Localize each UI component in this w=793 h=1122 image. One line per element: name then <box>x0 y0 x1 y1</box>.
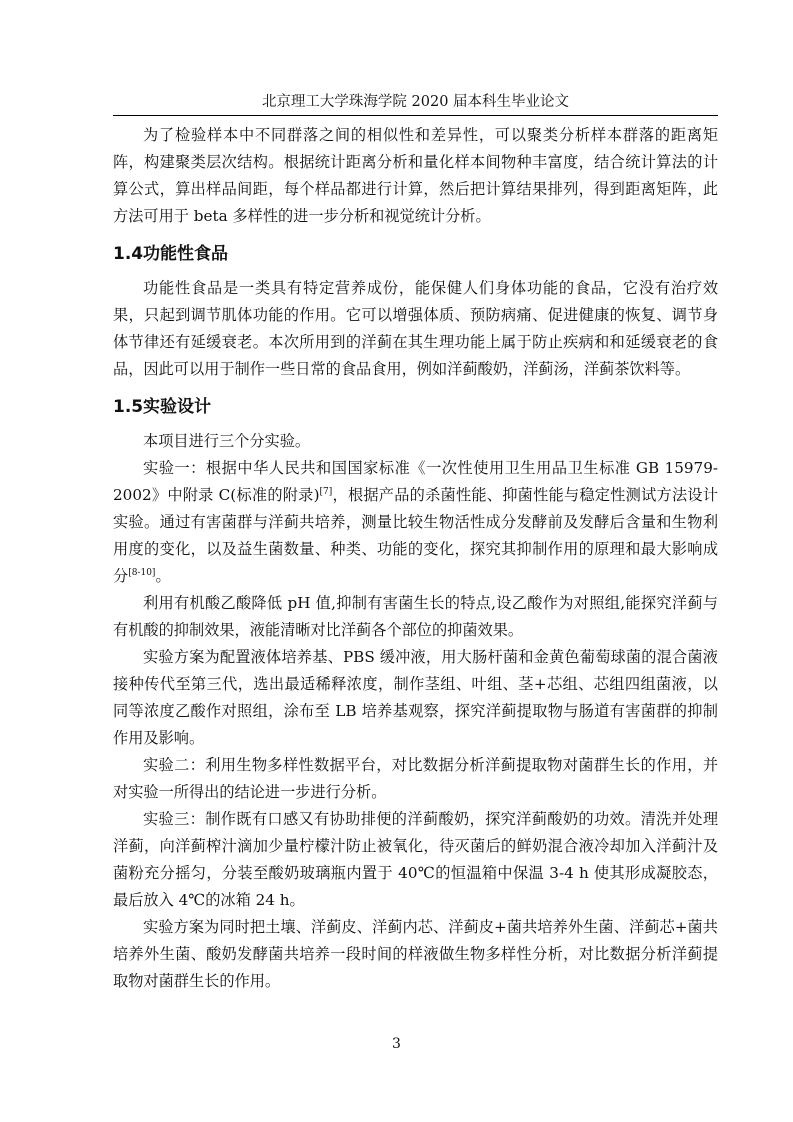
paragraph-text: 实验一：根据中华人民共和国国家标准《一次性使用卫生用品卫生标准 GB 15979-2002》中附录 C(标准的附录) <box>113 459 718 504</box>
paragraph-experiment-three: 实验三：制作既有口感又有协助排便的洋蓟酸奶，探究洋蓟酸奶的功效。清洗并处理洋蓟，向洋蓟榨汁滴加少量柠檬汁防止被氧化，待灭菌后的鲜奶混合液冷却加入洋蓟汁及菌粉充分摇匀，分装至酸奶玻璃瓶内置于 40℃的恒温箱中保温 3-4 h 使其形成凝胶态，最后放入 4℃的冰箱 24 h。 <box>113 810 718 909</box>
paragraph-experiment-two: 实验二：利用生物多样性数据平台，对比数据分析洋蓟提取物对菌群生长的作用，并对实验一所得出的结论进一步进行分析。 <box>113 756 718 801</box>
paragraph-acetic-acid: 利用有机酸乙酸降低 pH 值,抑制有害菌生长的特点,设乙酸作为对照组,能探究洋蓟与有机酸的抑制效果，液能清晰对比洋蓟各个部位的抑菌效果。 <box>113 594 718 639</box>
paragraph-text: ，根据产品的杀菌性能、抑菌性能与稳定性测试方法设计实验。通过有害菌群与洋蓟共培养，测量比较生物活性成分发酵前及发酵后含量和生物利用度的变化，以及益生菌数量、种类、功能的变化，探究其抑制作用的原理和最大影响成分 <box>113 486 718 585</box>
running-header: 北京理工大学珠海学院 2020 届本科生毕业论文 <box>261 94 570 110</box>
header-divider <box>113 115 718 116</box>
paragraph-experiment-one-plan: 实验方案为配置液体培养基、PBS 缓冲液，用大肠杆菌和金黄色葡萄球菌的混合菌液接种传代至第三代，选出最适稀释浓度，制作茎组、叶组、茎+芯组、芯组四组菌液，以同等浓度乙酸作对照组，涂布至 LB 培养基观察，探究洋蓟提取物与肠道有害菌群的抑制作用及影响。 <box>113 648 718 747</box>
paragraph-intro: 本项目进行三个分实验。 <box>143 432 311 450</box>
paragraph-experiment-one <box>113 455 718 590</box>
paragraph-cluster-analysis: 为了检验样本中不同群落之间的相似性和差异性，可以聚类分析样本群落的距离矩阵，构建聚类层次结构。根据统计距离分析和量化样本间物种丰富度，结合统计算法的计算公式，算出样品间距，每个样品都进行计算，然后把计算结果排列，得到距离矩阵，此方法可用于 beta 多样性的进一步分析和视觉统计分析。 <box>113 126 718 225</box>
paragraph-functional-food: 功能性食品是一类具有特定营养成份，能保健人们身体功能的食品，它没有治疗效果，只起到调节肌体功能的作用。它可以增强体质、预防病痛、促进健康的恢复、调节身体节律还有延缓衰老。本次所用到的洋蓟在其生理功能上属于防止疾病和和延缓衰老的食品，因此可以用于制作一些日常的食品食用，例如洋蓟酸奶，洋蓟汤，洋蓟茶饮料等。 <box>113 279 718 378</box>
section-heading-1-5 <box>113 396 718 418</box>
paragraph-experiment-three-plan: 实验方案为同时把土壤、洋蓟皮、洋蓟内芯、洋蓟皮+菌共培养外生菌、洋蓟芯+菌共培养外生菌、酸奶发酵菌共培养一段时间的样液做生物多样性分析，对比数据分析洋蓟提取物对菌群生长的作用。 <box>113 918 718 990</box>
section-number: 1.4 <box>113 244 144 264</box>
paragraph-text: 。 <box>155 567 171 585</box>
section-number: 1.5 <box>113 397 144 417</box>
citation: [8-10] <box>128 568 156 578</box>
section-title: 实验设计 <box>143 397 211 417</box>
page-number: 3 <box>392 1036 401 1052</box>
page-body <box>113 122 718 995</box>
section-title: 功能性食品 <box>143 244 228 264</box>
section-heading-1-4 <box>113 243 718 265</box>
citation: [7] <box>319 487 333 497</box>
